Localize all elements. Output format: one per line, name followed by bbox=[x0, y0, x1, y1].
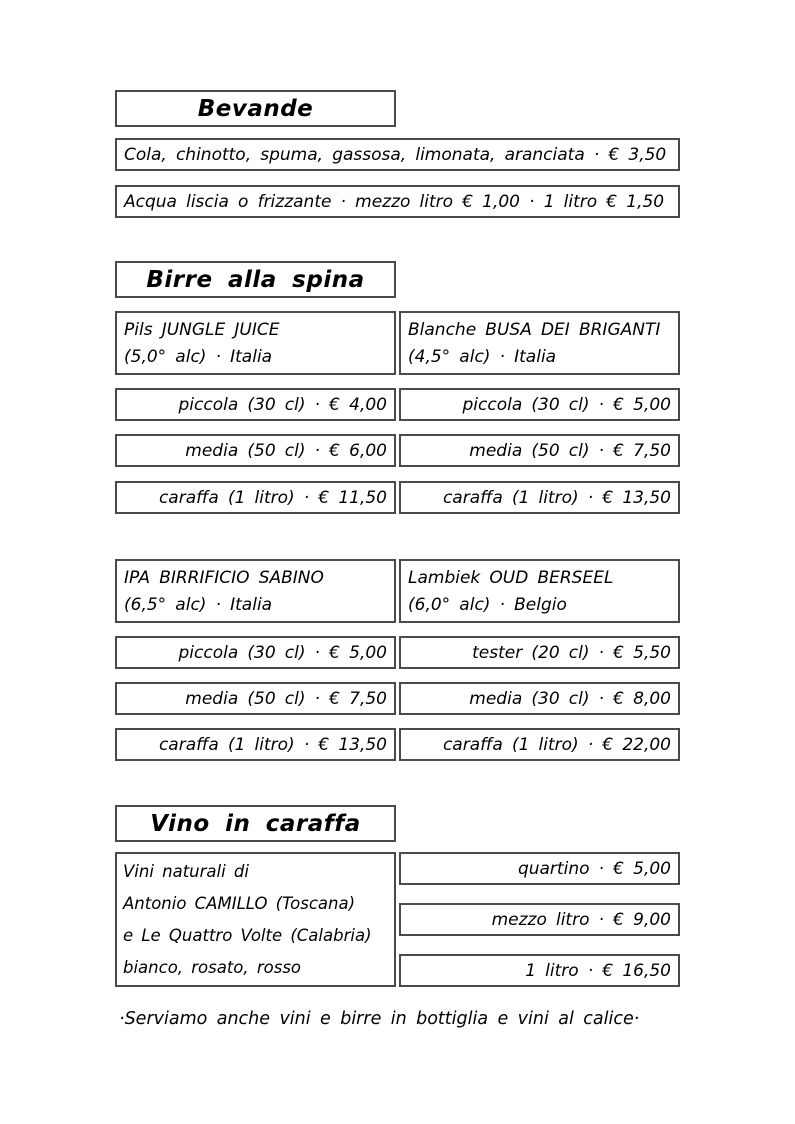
beer-price-piccola bbox=[115, 388, 396, 421]
price-text: piccola (30 cl) · € 5,00 bbox=[178, 642, 387, 663]
section-vino bbox=[115, 805, 680, 987]
wine-price-list bbox=[399, 852, 680, 987]
beer-name: Pils JUNGLE JUICE bbox=[124, 319, 280, 340]
price-text: caraffa (1 litro) · € 13,50 bbox=[442, 487, 671, 508]
beer-card-blanche-busa bbox=[399, 311, 680, 375]
wine-price-litro bbox=[399, 954, 680, 987]
wine-description-line: bianco, rosato, rosso bbox=[123, 957, 302, 977]
price-text: tester (20 cl) · € 5,50 bbox=[472, 642, 671, 663]
wine-price-quartino bbox=[399, 852, 680, 885]
beer-price-row bbox=[115, 434, 680, 467]
wine-row bbox=[115, 852, 680, 987]
section-title-text: Bevande bbox=[197, 95, 314, 122]
price-text: caraffa (1 litro) · € 22,00 bbox=[442, 734, 671, 755]
price-text: caraffa (1 litro) · € 11,50 bbox=[158, 487, 387, 508]
menu-item-water bbox=[115, 185, 680, 218]
beer-price-caraffa bbox=[115, 728, 396, 761]
section-birre bbox=[115, 261, 680, 761]
beer-price-caraffa bbox=[115, 481, 396, 514]
menu-item-soft-drinks bbox=[115, 138, 680, 171]
price-text: media (50 cl) · € 7,50 bbox=[469, 440, 671, 461]
price-text: 1 litro · € 16,50 bbox=[525, 960, 671, 981]
beer-details: (6,0° alc) · Belgio bbox=[408, 594, 567, 615]
beer-card-pils-jungle-juice bbox=[115, 311, 396, 375]
beer-price-media bbox=[115, 434, 396, 467]
price-text: media (50 cl) · € 7,50 bbox=[185, 688, 387, 709]
beer-price-piccola bbox=[115, 636, 396, 669]
beer-name-row-2 bbox=[115, 559, 680, 623]
wine-price-mezzo-litro bbox=[399, 903, 680, 936]
menu-item-text: Cola, chinotto, spuma, gassosa, limonata, aranciata · € 3,50 bbox=[124, 144, 667, 165]
beer-price-row bbox=[115, 728, 680, 761]
menu-item-text: Acqua liscia o frizzante · mezzo litro € 1,00 · 1 litro € 1,50 bbox=[124, 191, 665, 212]
price-text: piccola (30 cl) · € 5,00 bbox=[462, 394, 671, 415]
price-text: media (30 cl) · € 8,00 bbox=[469, 688, 671, 709]
beer-name: IPA BIRRIFICIO SABINO bbox=[124, 567, 324, 588]
beer-price-media bbox=[115, 682, 396, 715]
beer-price-tester bbox=[399, 636, 680, 669]
beer-name-row-1 bbox=[115, 311, 680, 375]
price-text: caraffa (1 litro) · € 13,50 bbox=[158, 734, 387, 755]
beer-price-row bbox=[115, 388, 680, 421]
beer-card-ipa-sabino bbox=[115, 559, 396, 623]
section-title-text: Birre alla spina bbox=[146, 266, 365, 293]
beer-details: (6,5° alc) · Italia bbox=[124, 594, 273, 615]
footer-note: ·Serviamo anche vini e birre in bottiglia e vini al calice· bbox=[119, 1009, 640, 1029]
beer-name: Blanche BUSA DEI BRIGANTI bbox=[408, 319, 661, 340]
beer-price-row bbox=[115, 636, 680, 669]
beer-name: Lambiek OUD BERSEEL bbox=[408, 567, 614, 588]
beer-details: (5,0° alc) · Italia bbox=[124, 346, 273, 367]
section-bevande bbox=[115, 90, 680, 218]
section-title-vino bbox=[115, 805, 396, 842]
wine-description-line: Antonio CAMILLO (Toscana) bbox=[123, 893, 356, 913]
beer-price-caraffa bbox=[399, 728, 680, 761]
beer-price-piccola bbox=[399, 388, 680, 421]
beer-price-media bbox=[399, 434, 680, 467]
beer-card-lambiek-oud-berseel bbox=[399, 559, 680, 623]
beer-price-media bbox=[399, 682, 680, 715]
price-text: quartino · € 5,00 bbox=[517, 858, 671, 879]
section-title-bevande bbox=[115, 90, 396, 127]
price-text: media (50 cl) · € 6,00 bbox=[185, 440, 387, 461]
beer-details: (4,5° alc) · Italia bbox=[408, 346, 557, 367]
beer-price-row bbox=[115, 481, 680, 514]
price-text: mezzo litro · € 9,00 bbox=[491, 909, 671, 930]
wine-description-line: Vini naturali di bbox=[123, 861, 249, 881]
beer-price-row bbox=[115, 682, 680, 715]
section-title-birre bbox=[115, 261, 396, 298]
wine-description bbox=[115, 852, 396, 987]
wine-description-line: e Le Quattro Volte (Calabria) bbox=[123, 925, 372, 945]
price-text: piccola (30 cl) · € 4,00 bbox=[178, 394, 387, 415]
beer-price-caraffa bbox=[399, 481, 680, 514]
section-title-text: Vino in caraffa bbox=[150, 810, 361, 837]
